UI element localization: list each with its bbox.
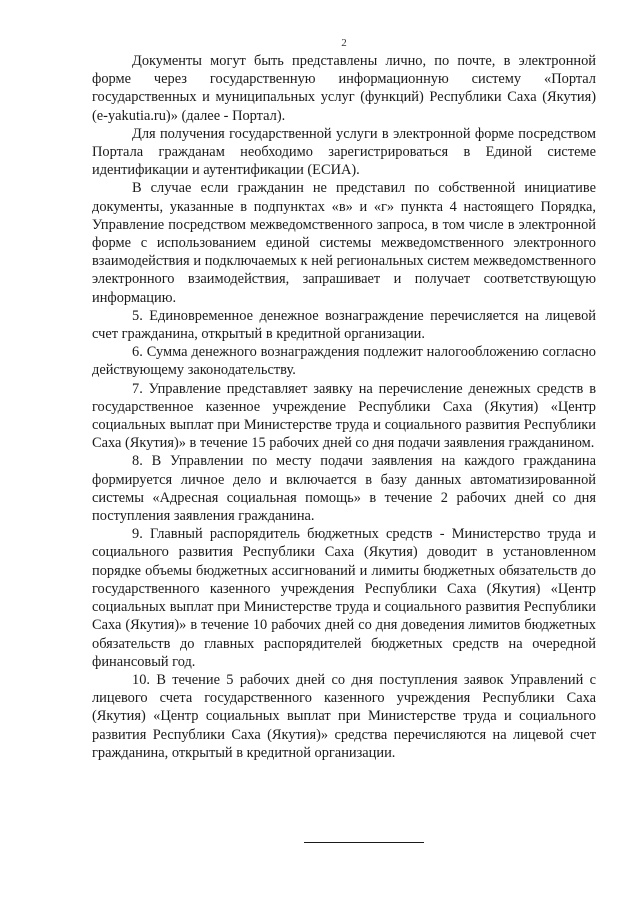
page-number: 2 bbox=[341, 37, 347, 49]
paragraph-6-taxation: 6. Сумма денежного вознаграждения подлежит налогообложению согласно действующему законодательству. bbox=[92, 344, 596, 379]
paragraph-interagency-request: В случае если гражданин не представил по собственной инициативе документы, указанные в подпунктах «в» и «г» пункта 4 настоящего Порядка, Управление посредством межведомственного запроса, в том числе в электронной форме с использованием единой системы межведомственного электронного взаимодействия и подключаемых к ней региональных систем межведомственного электронного взаимодействия, запрашивает и получает соответствующую информацию. bbox=[92, 180, 596, 306]
end-of-document-rule bbox=[304, 842, 424, 843]
paragraph-7-application-submission: 7. Управление представляет заявку на перечисление денежных средств в государственное казенное учреждение Республики Саха (Якутия) «Центр социальных выплат при Министерстве труда и социального развития Республики Саха (Якутия)» в течение 15 рабочих дней со дня подачи заявления гражданином. bbox=[92, 380, 596, 452]
paragraph-esia-registration: Для получения государственной услуги в электронной форме посредством Портала гражданам необходимо зарегистрироваться в Единой системе идентификации и аутентификации (ЕСИА). bbox=[92, 125, 596, 179]
paragraph-9-budget-limits: 9. Главный распорядитель бюджетных средств - Министерство труда и социального развития Республики Саха (Якутия) доводит в установленном порядке объемы бюджетных ассигнований и лимиты бюджетных обязательств до государственного казенного учреждения Республики Саха (Якутия) «Центр социальных выплат при Министерстве труда и социального развития Республики Саха (Якутия)» в течение 10 рабочих дней со дня доведения лимитов бюджетных обязательств до главных распорядителей бюджетных средств на очередной финансовый год. bbox=[92, 526, 596, 670]
document-body bbox=[92, 52, 596, 762]
paragraph-10-funds-transfer: 10. В течение 5 рабочих дней со дня поступления заявок Управлений с лицевого счета государственного казенного учреждения Республики Саха (Якутия) «Центр социальных выплат при Министерстве труда и социального развития Республики Саха (Якутия)» средства перечисляются на лицевой счет гражданина, открытый в кредитной организации. bbox=[92, 671, 596, 761]
paragraph-submission-methods: Документы могут быть представлены лично, по почте, в электронной форме через государственную информационную систему «Портал государственных и муниципальных услуг (функций) Республики Саха (Якутия) (e-yakutia.ru)» (далее - Портал). bbox=[92, 53, 596, 124]
paragraph-8-personal-file: 8. В Управлении по месту подачи заявления на каждого гражданина формируется личное дело и включается в базу данных автоматизированной системы «Адресная социальная помощь» в течение 2 рабочих дней со дня поступления заявления гражданина. bbox=[92, 453, 596, 525]
paragraph-5-reward-transfer: 5. Единовременное денежное вознаграждение перечисляется на лицевой счет гражданина, открытый в кредитной организации. bbox=[92, 307, 596, 343]
